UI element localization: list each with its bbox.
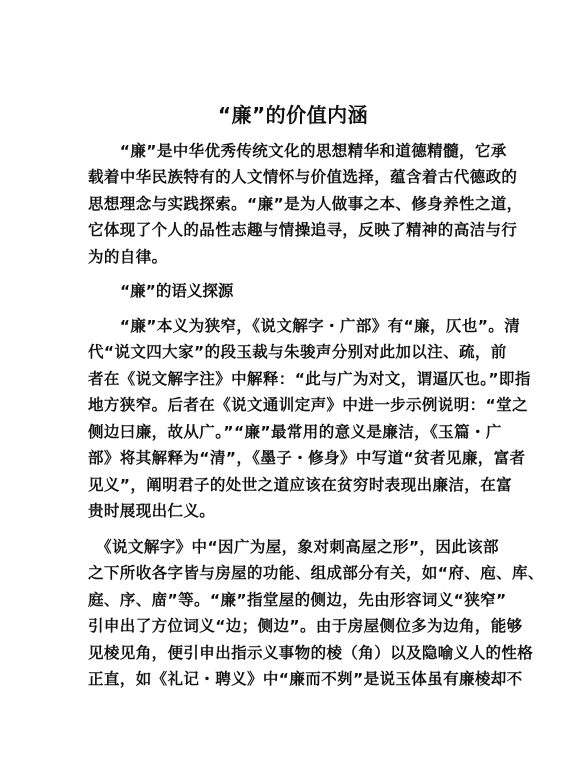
paragraph-1-line-3: 思想理念与实践探索。“廉”是为人做事之本、修身养性之道， — [88, 195, 523, 213]
section-heading: “廉”的语义探源 — [120, 282, 234, 300]
paragraph-2-line-5: 侧边曰廉，故从广。”“廉”最常用的意义是廉洁，《玉篇・广 — [88, 423, 502, 441]
paragraph-1-line-4: 它体现了个人的品性志趣与情操追寻，反映了精神的高洁与行 — [88, 221, 518, 239]
paragraph-2-line-1: “廉”本义为狭窄，《说文解字・广部》有“廉，仄也”。清 — [88, 317, 521, 335]
paragraph-2-line-3: 者在《说文解字注》中解释：“此与广为对文，谓逼仄也。”即指 — [88, 370, 531, 388]
paragraph-3-line-6: 正直，如《礼记・聘义》中“廉而不刿”是说玉体虽有廉棱却不 — [88, 670, 523, 688]
paragraph-3-line-5: 见棱见角，便引申出指示义事物的棱（角）以及隐喻义人的性格 — [88, 644, 534, 662]
paragraph-3-line-3: 庭、序、庿”等。“廉”指堂屋的侧边，先由形容词义“狭窄” — [88, 591, 507, 609]
paragraph-1-line-1: “廉”是中华优秀传统文化的思想精华和道德精髓，它承 — [88, 142, 507, 160]
paragraph-2-line-8: 贵时展现出仁义。 — [88, 502, 216, 520]
paragraph-2-line-6: 部》将其解释为“清”，《墨子・修身》中写道“贫者见廉，富者 — [88, 449, 526, 467]
paragraph-1-line-5: 为的自律。 — [88, 248, 168, 266]
paragraph-2-line-4: 地方狭窄。后者在《说文通训定声》中进一步示例说明：“堂之 — [88, 396, 528, 414]
paragraph-2-line-7: 见义”，阐明君子的处世之道应该在贫穷时表现出廉洁，在富 — [88, 476, 512, 494]
paragraph-2-line-2: 代“说文四大家”的段玉裁与朱骏声分别对此加以注、疏，前 — [88, 343, 507, 361]
paragraph-1-line-2: 载着中华民族特有的人文情怀与价值选择，蕴含着古代德政的 — [88, 168, 518, 186]
paragraph-3-line-2: 之下所收各字皆与房屋的功能、组成部分有关，如“府、庖、库、 — [88, 564, 544, 582]
paragraph-3-line-4: 引申出了方位词义“边；侧边”。由于房屋侧位多为边角，能够 — [88, 617, 523, 635]
paragraph-3-line-1: 《说文解字》中“因广为屋，象对刺高屋之形”，因此该部 — [88, 538, 499, 556]
document-title: “廉”的价值内涵 — [217, 103, 369, 127]
